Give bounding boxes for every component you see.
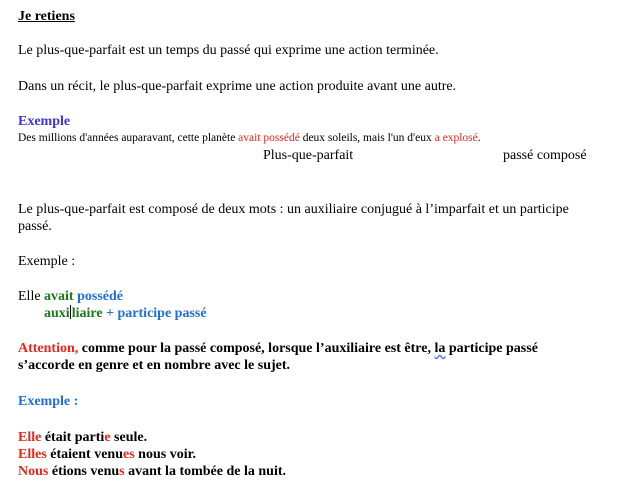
- example2-sentence: [18, 288, 123, 305]
- compose-line-1: Le plus-que-parfait est composé de deux mots : un auxiliaire conjugué à l’imparfait et un participe: [18, 202, 569, 217]
- example3-label: Exemple :: [18, 394, 79, 409]
- section-heading: Je retiens: [18, 9, 75, 24]
- s2-subject: Elles: [18, 447, 47, 462]
- example2-label: Exemple :: [18, 254, 76, 269]
- example1-part2: deux soleils, mais l'un d'eux: [299, 132, 435, 144]
- s2-text-b: nous voir.: [134, 447, 197, 462]
- attention-la-word: la: [434, 341, 446, 356]
- legend-plus: +: [102, 306, 118, 321]
- s2-text-a: étaient venu: [46, 447, 123, 462]
- example3-sentence-2: [18, 446, 196, 463]
- example2-subject: Elle: [18, 289, 45, 304]
- compose-line-2: passé.: [18, 219, 52, 234]
- attention-line-1: [18, 340, 538, 357]
- legend-auxiliaire-start: auxi: [44, 306, 70, 321]
- recit-text: Dans un récit, le plus-que-parfait exprime une action produite avant une autre.: [18, 79, 457, 94]
- example1-verb-plus-que-parfait: avait possédé: [238, 132, 300, 144]
- tense-tag-plus-que-parfait: Plus-que-parfait: [263, 148, 354, 163]
- s1-text-a: était parti: [41, 430, 105, 445]
- s1-text-b: seule.: [110, 430, 148, 445]
- definition-text: Le plus-que-parfait est un temps du passé qui exprime une action terminée.: [18, 43, 439, 58]
- example3-sentence-1: [18, 429, 147, 446]
- s3-text-b: avant la tombée de la nuit.: [124, 464, 286, 479]
- s3-text-a: étions venu: [48, 464, 120, 479]
- example3-sentence-3: [18, 463, 286, 480]
- example1-sentence: [18, 130, 481, 147]
- legend-participe-passe: participe passé: [117, 306, 207, 321]
- s2-agreement-ending: es: [123, 447, 135, 462]
- s3-agreement-ending: s: [119, 464, 125, 479]
- example1-label: Exemple: [18, 114, 71, 129]
- attention-line-2: s’accorde en genre et en nombre avec le sujet.: [18, 358, 291, 373]
- example2-auxiliary: avait: [44, 289, 74, 304]
- attention-keyword: Attention,: [18, 341, 79, 356]
- attention-text-1: comme pour la passé composé, lorsque l’auxiliaire est être,: [78, 341, 435, 356]
- example2-legend: [44, 305, 207, 322]
- tense-tag-passe-compose: passé composé: [503, 148, 587, 163]
- example1-part3: .: [477, 132, 481, 144]
- example1-part1: Des millions d'années auparavant, cette planète: [18, 132, 239, 144]
- s3-subject: Nous: [18, 464, 49, 479]
- attention-text-2: participe passé: [445, 341, 538, 356]
- example2-participle: possédé: [77, 289, 124, 304]
- example1-verb-passe-compose: a explosé: [434, 132, 478, 144]
- s1-subject: Elle: [18, 430, 42, 445]
- s1-agreement-ending: e: [104, 430, 111, 445]
- legend-auxiliaire-end: liaire: [71, 306, 103, 321]
